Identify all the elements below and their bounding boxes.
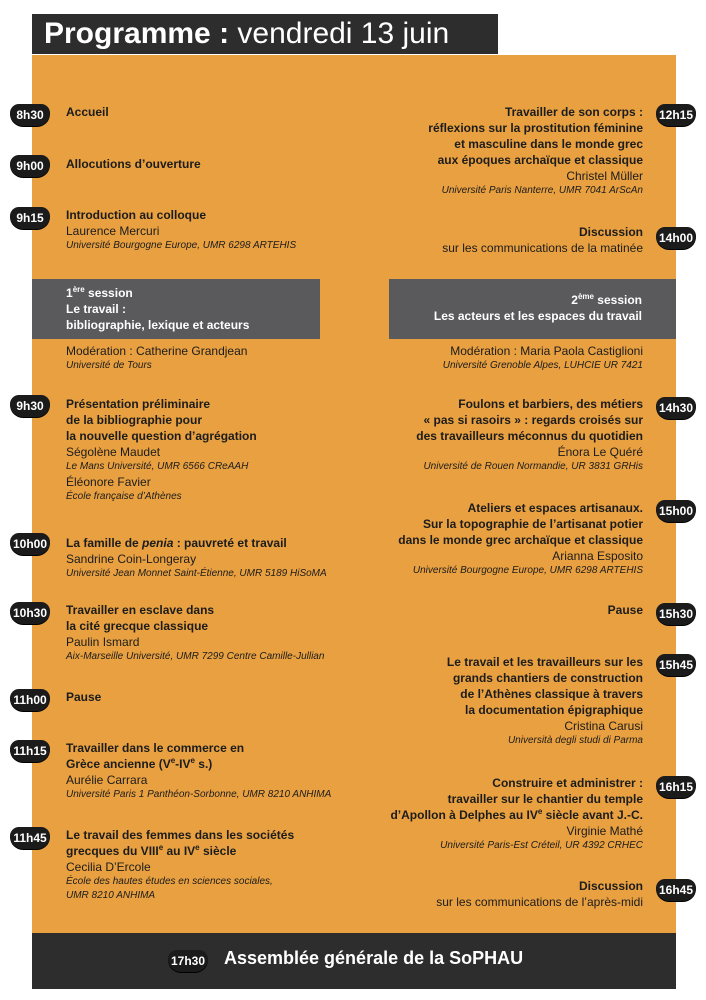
program-item: Introduction au colloque Laurence Mercuri Université Bourgogne Europe, UMR 6298 ARTEHIS: [66, 208, 297, 251]
program-item: Accueil: [66, 105, 109, 119]
time-badge: 12h15: [656, 104, 696, 126]
program-item: Allocutions d’ouverture: [66, 157, 201, 171]
time-badge: 9h15: [10, 207, 50, 229]
program-item: Discussion sur les communications de l’après-midi: [436, 879, 643, 909]
time-badge: 16h15: [656, 776, 696, 798]
page-title: Programme : vendredi 13 juin: [32, 14, 498, 54]
moderation: Modération : Maria Paola Castiglioni Université Grenoble Alpes, LUHCIE UR 7421: [442, 344, 643, 371]
time-badge: 9h00: [10, 155, 50, 177]
time-badge: 15h00: [656, 500, 696, 522]
time-badge: 15h30: [656, 603, 696, 625]
program-item: Pause: [66, 690, 102, 704]
program-item: Foulons et barbiers, des métiers « pas si rasoirs » : regards croisés sur des travailleurs méconnus du quotidien Énora Le Quéré Université de Rouen Normandie, UR 3831 GRHis: [416, 397, 643, 472]
program-item: Présentation préliminaire de la bibliographie pour la nouvelle question d’agrégation Ségolène Maudet Le Mans Université, UMR 6566 CReAAH Éléonore Favier École française d’Athènes: [66, 397, 257, 502]
time-badge: 14h30: [656, 397, 696, 419]
time-badge: 10h00: [10, 533, 50, 555]
session-2-banner: 2ème session Les acteurs et les espaces du travail: [389, 279, 676, 339]
program-item: Construire et administrer : travailler sur le chantier du temple d’Apollon à Delphes au IVe siècle avant J.-C. Virginie Mathé Université Paris-Est Créteil, UR 4392 CRHEC: [390, 776, 643, 851]
program-item: Travailler en esclave dans la cité grecque classique Paulin Ismard Aix-Marseille Université, UMR 7299 Centre Camille-Jullian: [66, 603, 325, 662]
program-item: Le travail des femmes dans les sociétés grecques du VIIIe au IVe siècle Cecilia D’Ercole École des hautes études en sciences sociales, UMR 8210 ANHIMA: [66, 828, 295, 901]
time-badge: 14h00: [656, 227, 696, 249]
footer-text: Assemblée générale de la SoPHAU: [224, 948, 524, 968]
time-badge: 11h15: [10, 740, 50, 762]
program-item: Le travail et les travailleurs sur les grands chantiers de construction de l’Athènes classique à travers la documentation épigraphique Cristina Carusi Università degli studi di Parma: [446, 655, 643, 746]
time-badge: 11h00: [10, 689, 50, 711]
session-1-banner: 1ère session Le travail : bibliographie, lexique et acteurs: [32, 279, 320, 339]
footer-banner: [32, 933, 676, 989]
time-badge: 8h30: [10, 104, 50, 126]
program-item: Pause: [607, 603, 643, 617]
time-badge: 10h30: [10, 602, 50, 624]
program-item: Travailler de son corps : réflexions sur la prostitution féminine et masculine dans le monde grec aux époques archaïque et classique Christel Müller Université Paris Nanterre, UMR 7041 ArScAn: [428, 105, 643, 196]
time-badge: 11h45: [10, 827, 50, 849]
program-item: Discussion sur les communications de la matinée: [442, 225, 643, 255]
program-item: Travailler dans le commerce en Grèce ancienne (Ve-IVe s.) Aurélie Carrara Université Paris 1 Panthéon-Sorbonne, UMR 8210 ANHIMA: [66, 741, 332, 800]
program-item: Ateliers et espaces artisanaux. Sur la topographie de l’artisanat potier dans le monde grec archaïque et classique Arianna Esposito Université Bourgogne Europe, UMR 6298 ARTEHIS: [398, 501, 643, 576]
time-badge: 9h30: [10, 395, 50, 417]
moderation: Modération : Catherine Grandjean Université de Tours: [66, 344, 248, 371]
time-badge: 15h45: [656, 654, 696, 676]
time-badge: 16h45: [656, 879, 696, 901]
program-item: La famille de penia : pauvreté et travail Sandrine Coin-Longeray Université Jean Monnet Saint-Étienne, UMR 5189 HiSoMA: [66, 536, 327, 579]
time-badge: 17h30: [168, 950, 208, 972]
